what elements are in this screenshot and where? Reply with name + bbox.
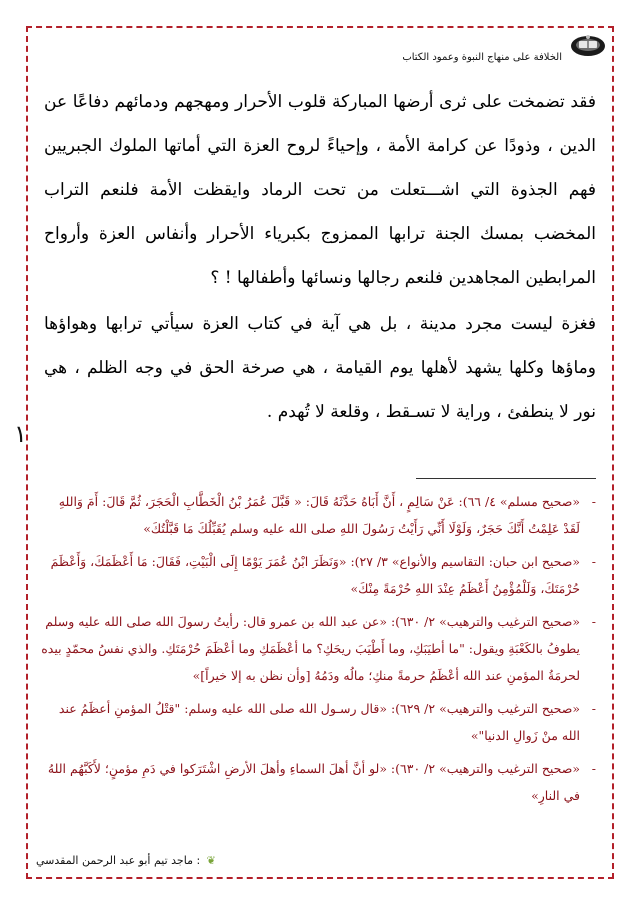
body-paragraph-1: فقد تضمخت على ثرى أرضها المباركة قلوب الأحرار ومهجهم ودمائهم دفاعًا عن الدين ، وذودًا عن كرامة الأمة ، وإحياءً لروح العزة التي أماتها الملوك الجبريين فهم الجذوة التي اشـــتعلت من تحت الرماد وايقظت الأمة فلنعم التراب المخضب بمسك الجنة ترابها الممزوج بكبرياء الأحرار وأنفاس العزة وأرواح المرابطين المجاهدين فلنعم رجالها ونسائها وأطفالها ! ؟ <box>44 92 596 288</box>
page-header <box>326 30 606 66</box>
footnote-item: - «صحيح الترغيب والترهيب» ٢/ ٦٣٠): «لو أنَّ أهلَ السماءِ وأهلَ الأرضِ اشْتَرَكوا في دَمِ مؤمنٍ؛ لأَكَبَّهُم اللهُ في النارِ» <box>40 755 596 809</box>
footnote-item: - «صحيح مسلم» ٤/ ٦٦): عَنْ سَالِمٍ ، أَنَّ أَبَاهُ حَدَّثَهُ قَالَ: « قَبَّلَ عُمَرُ بْنُ الْخَطَّابِ الْحَجَرَ، ثُمَّ قَالَ: أَمَ وَاللهِ لَقَدْ عَلِمْتُ أَنَّكَ حَجَرٌ، وَلَوْلَا أَنِّي رَأَيْتُ رَسُولَ اللهِ صلى الله عليه وسلم يُقَبِّلُكَ مَا قَبَّلْتُكَ» <box>40 488 596 542</box>
main-body <box>44 80 596 434</box>
footnote-item: - «صحيح ابن حبان: التقاسيم والأنواع» ٣/ ٢٧): «وَنَظَرَ ابْنُ عُمَرَ يَوْمًا إِلَى الْبَيْتِ، فَقَالَ: مَا أَعْظَمَكَ، وَأَعْظَمَ حُرْمَتَكَ، وَلَلْمُؤْمِنُ أَعْظَمُ عِنْدَ اللهِ حُرْمَةً مِنْكَ» <box>40 548 596 602</box>
footnotes-list <box>40 488 596 815</box>
header-title: الخلافة على منهاج النبوة وعمود الكتاب <box>402 52 562 63</box>
author-name: : ماجد تيم أبو عبد الرحمن المقدسي <box>36 854 201 867</box>
page-number: ١ <box>14 420 27 448</box>
book-emblem-icon <box>570 32 606 58</box>
footnote-item: - «صحيح الترغيب والترهيب» ٢/ ٦٣٠): «عن عبد الله بن عمرو قال: رأيتُ رسولَ الله صلى الله عليه وسلم يطوفُ بالكَعْبَةِ ويقول: "ما أطيَبَكِ، وما أَطْيَبَ ريحَكِ؟ ما أعْظَمَكِ وما أعْظَمَ حُرْمَتَكِ. والذي نفسُ محمّدٍ بيده لحرمَةُ المؤمنِ عند الله أعْظَمُ حرمةً منكِ؛ مالُه ودَمُهُ [وأن نظن به إلا خيراً]» <box>40 608 596 689</box>
footnote-divider <box>416 478 596 479</box>
body-paragraph-2: فغزة ليست مجرد مدينة ، بل هي آية في كتاب العزة سيأتي ترابها وهواؤها وماؤها وكلها يشهد لأهلها يوم القيامة ، هي صرخة الحق في وجه الظلم ، هي نور لا ينطفئ ، وراية لا تسـقط ، وقلعة لا تُهدم . <box>44 314 596 422</box>
author-signature <box>36 854 216 867</box>
footnote-item: - «صحيح الترغيب والترهيب» ٢/ ٦٢٩): «قال رسـول الله صلى الله عليه وسلم: "قتْلُ المؤمنِ أعظَمُ عند الله منْ زَوالِ الدنيا"» <box>40 695 596 749</box>
leaf-icon: ❦ <box>206 854 216 867</box>
